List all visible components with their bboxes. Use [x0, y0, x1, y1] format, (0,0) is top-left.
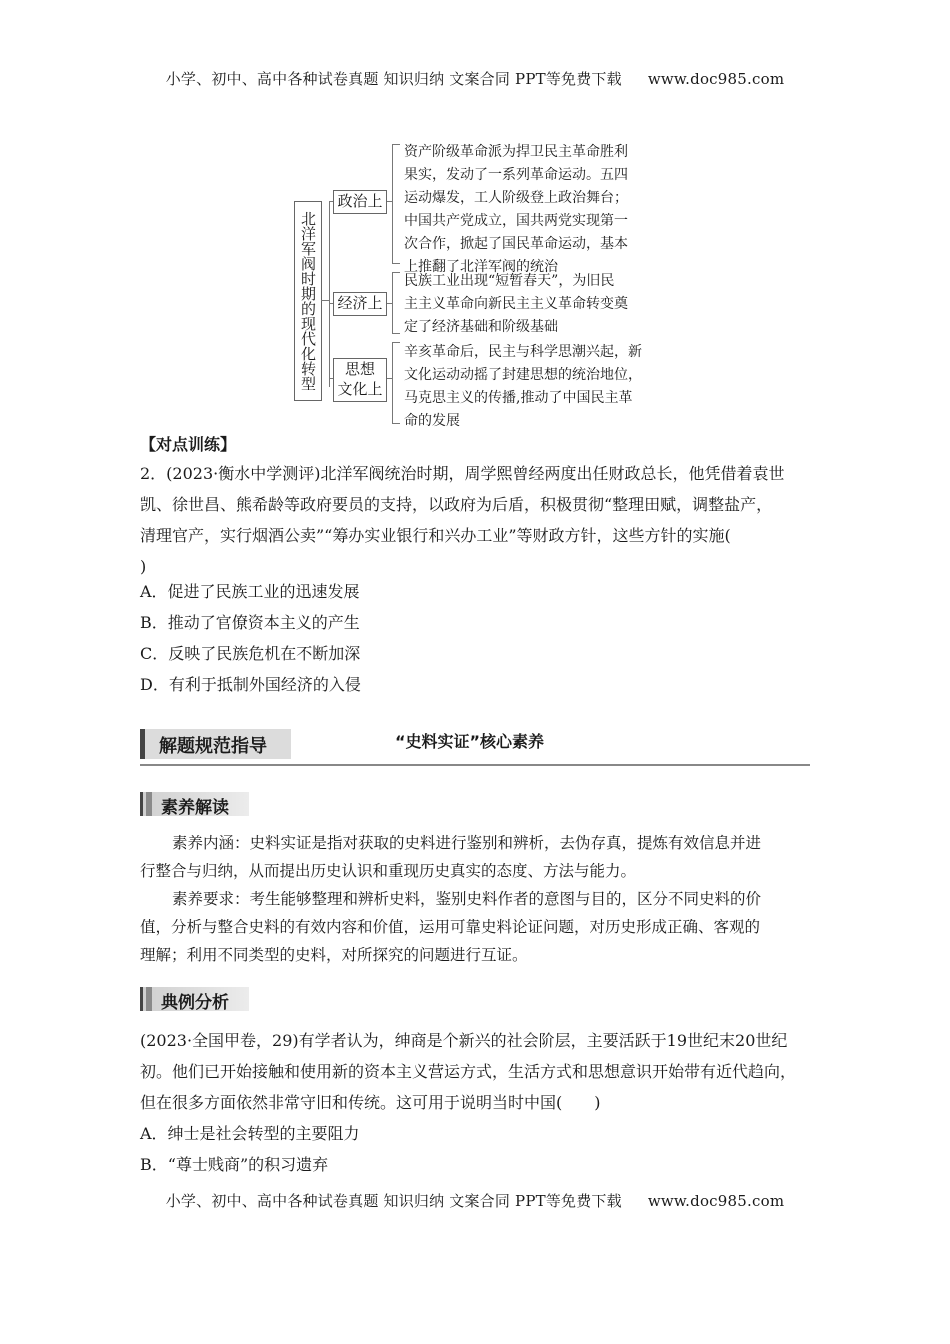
literacy-line: 素养要求：考生能够整理和辨析史料，鉴别史料作者的意图与目的，区分不同史料的价: [172, 890, 762, 908]
section-band-label: 解题规范指导: [159, 736, 267, 757]
desc-line: 中国共产党成立，国共两党实现第一: [404, 213, 628, 229]
question-line: 凯、徐世昌、熊希龄等政府要员的支持，以政府为后盾，积极贯彻“整理田赋，调整盐产，: [140, 495, 773, 514]
training-options: [140, 576, 361, 700]
section-title: “史料实证”核心素养: [395, 732, 545, 751]
branch-culture: [333, 358, 387, 402]
page-header: [0, 68, 950, 89]
literacy-line: 值，分析与整合史料的有效内容和价值，运用可靠史料论证问题，对历史形成正确、客观的: [140, 918, 761, 936]
example-body: [140, 1025, 796, 1180]
bracket-1-bottom: [392, 263, 400, 264]
example-line: 但在很多方面依然非常守旧和传统。这可用于说明当时中国( ): [140, 1093, 601, 1112]
bracket-2: [392, 272, 393, 334]
question-line: 清理官产，实行烟酒公卖”“筹办实业银行和兴办工业”等财政方针，这些方针的实施(: [140, 526, 731, 545]
bracket-2-bottom: [392, 333, 400, 334]
question-line: 2．(2023·衡水中学测评)北洋军阀统治时期，周学熙曾经两度出任财政总长，他凭借着袁世: [140, 464, 785, 483]
desc-line: 民族工业出现“短暂春天”，为旧民: [404, 273, 615, 289]
footer-url: www.doc985.com: [647, 1192, 785, 1210]
desc-line: 资产阶级革命派为捍卫民主革命胜利: [404, 144, 628, 160]
connector-root: [321, 300, 329, 301]
header-url: www.doc985.com: [647, 70, 785, 88]
header-text: 小学、初中、高中各种试卷真题 知识归纳 文案合同 PPT等免费下载: [165, 70, 622, 88]
option-a: A．促进了民族工业的迅速发展: [140, 582, 360, 601]
bracket-3-top: [392, 342, 400, 343]
example-line: (2023·全国甲卷，29)有学者认为，绅商是个新兴的社会阶层，主要活跃于19世纪末20世纪: [140, 1031, 788, 1050]
desc-line: 次合作，掀起了国民革命运动，基本: [404, 236, 628, 252]
option-b: B．推动了官僚资本主义的产生: [140, 613, 360, 632]
branch-politics-desc: [404, 141, 628, 279]
option-c: C．反映了民族危机在不断加深: [140, 644, 361, 663]
literacy-body: [140, 829, 761, 969]
branch-economy: [333, 292, 387, 316]
bracket-3: [392, 342, 393, 424]
literacy-line: 理解；利用不同类型的史料，对所探究的问题进行互证。: [140, 946, 528, 964]
literacy-line: 行整合与归纳，从而提出历史认识和重现历史真实的态度、方法与能力。: [140, 862, 637, 880]
desc-line: 命的发展: [404, 413, 460, 429]
desc-line: 马克思主义的传播,推动了中国民主革: [404, 390, 633, 406]
training-heading: 【对点训练】: [140, 435, 237, 454]
diagram-root: 北洋军阀时期的现代化转型: [294, 201, 322, 401]
bracket-2-top: [392, 272, 400, 273]
connector-trunk: [329, 201, 330, 387]
training-question: [140, 458, 784, 582]
footer-text: 小学、初中、高中各种试卷真题 知识归纳 文案合同 PPT等免费下载: [165, 1192, 622, 1210]
option-d: D．有利于抵制外国经济的入侵: [140, 675, 361, 694]
example-line: 初。他们已开始接触和使用新的资本主义营运方式，生活方式和思想意识开始带有近代趋向，: [140, 1062, 797, 1081]
desc-line: 文化运动动摇了封建思想的统治地位，: [404, 367, 642, 383]
bracket-1: [392, 144, 393, 264]
literacy-line: 素养内涵：史料实证是指对获取的史料进行鉴别和辨析，去伪存真，提炼有效信息并进: [172, 834, 762, 852]
branch-culture-label-2: 文化上: [337, 380, 383, 398]
desc-line: 运动爆发，工人阶级登上政治舞台；: [404, 190, 628, 206]
branch-economy-desc: [404, 270, 628, 339]
branch-culture-desc: [404, 341, 642, 433]
section-band: [140, 729, 291, 759]
page-footer: [0, 1190, 950, 1211]
desc-line: 上推翻了北洋军阀的统治: [404, 259, 558, 275]
branch-politics-label: 政治上: [337, 192, 383, 210]
bracket-3-bottom: [392, 423, 400, 424]
desc-line: 定了经济基础和阶级基础: [404, 319, 558, 335]
literacy-heading: [140, 792, 249, 816]
desc-line: 主主义革命向新民主主义革命转变奠: [404, 296, 628, 312]
bracket-1-top: [392, 144, 400, 145]
section-rule: [140, 764, 810, 766]
branch-politics: [333, 190, 387, 214]
literacy-heading-label: 素养解读: [161, 798, 229, 818]
example-option-b: B．“尊士贱商”的积习遗弃: [140, 1155, 329, 1174]
branch-economy-label: 经济上: [337, 294, 383, 312]
branch-culture-label-1: 思想: [344, 360, 375, 378]
question-line: ): [140, 557, 147, 576]
example-heading: [140, 987, 249, 1011]
desc-line: 果实，发动了一系列革命运动。五四: [404, 167, 628, 183]
example-option-a: A．绅士是社会转型的主要阻力: [140, 1124, 360, 1143]
example-heading-label: 典例分析: [161, 993, 229, 1013]
desc-line: 辛亥革命后，民主与科学思潮兴起，新: [404, 344, 642, 360]
